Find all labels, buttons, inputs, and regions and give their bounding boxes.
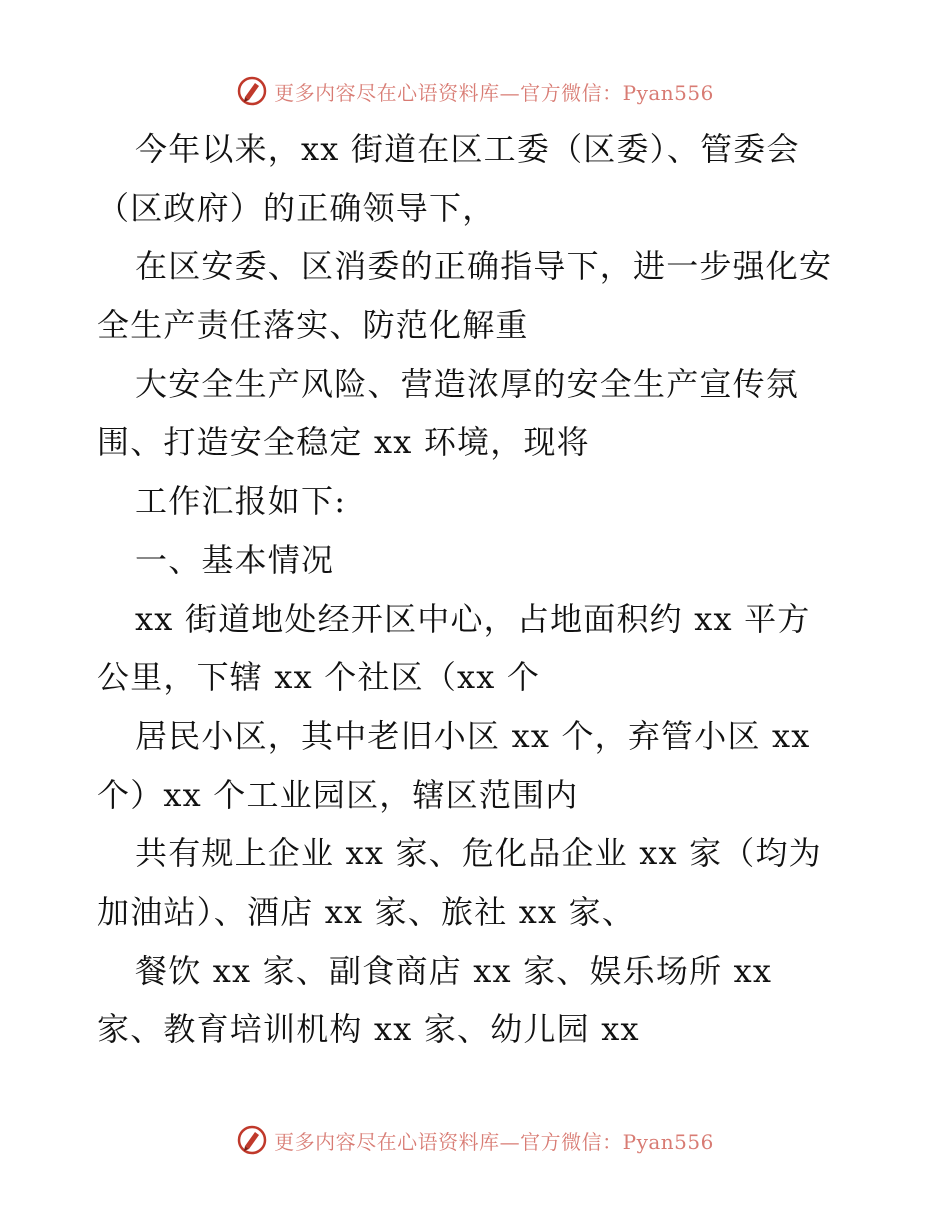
- document-body: [97, 120, 857, 1059]
- header-watermark: [0, 71, 950, 111]
- pen-logo-icon: [236, 75, 268, 107]
- text-line: （区政府）的正确领导下，: [97, 188, 496, 227]
- text-line: 围、打造安全稳定 xx 环境，现将: [97, 423, 590, 462]
- text-line: 工作汇报如下:: [135, 482, 347, 521]
- text-line: 餐饮 xx 家、副食商店 xx 家、娱乐场所 xx: [135, 951, 773, 990]
- watermark-text: 更多内容尽在心语资料库—官方微信：Pyan556: [274, 80, 714, 105]
- text-line: 在区安委、区消委的正确指导下，进一步强化安: [135, 247, 833, 286]
- text-line: 全生产责任落实、防范化解重: [97, 306, 529, 345]
- text-line: xx 街道地处经开区中心，占地面积约 xx 平方: [135, 599, 811, 638]
- text-line: 大安全生产风险、营造浓厚的安全生产宣传氛: [135, 364, 800, 403]
- text-line: 今年以来，xx 街道在区工委（区委）、管委会: [135, 130, 800, 168]
- text-line: 居民小区，其中老旧小区 xx 个，弃管小区 xx: [135, 716, 811, 755]
- text-line: 公里，下辖 xx 个社区（xx 个: [97, 658, 541, 697]
- footer-watermark: [0, 1120, 950, 1160]
- text-line: 家、教育培训机构 xx 家、幼儿园 xx: [97, 1010, 640, 1049]
- section-heading: 一、基本情况: [135, 540, 335, 579]
- text-line: 个）xx 个工业园区，辖区范围内: [97, 775, 579, 814]
- text-line: 加油站）、酒店 xx 家、旅社 xx 家、: [97, 892, 636, 931]
- watermark-text: 更多内容尽在心语资料库—官方微信：Pyan556: [274, 1129, 714, 1154]
- text-line: 共有规上企业 xx 家、危化品企业 xx 家（均为: [135, 834, 822, 873]
- pen-logo-icon: [236, 1124, 268, 1156]
